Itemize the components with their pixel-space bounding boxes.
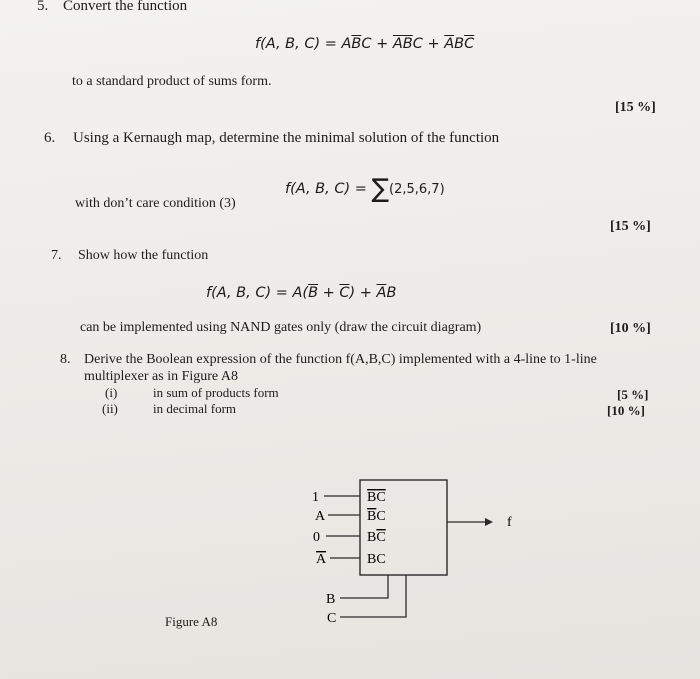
q8-sub1-mark: [5 %] (617, 387, 649, 402)
q7-equation: f(A, B, $C) = A(\overline{B} + \overline{C}) + \overline{A}B$ (206, 285, 397, 301)
q5-mark: [15 %] (615, 100, 656, 115)
figure-caption: Figure A8 (165, 614, 218, 629)
q6-dontcare: with don’t care condition (3) (75, 196, 236, 211)
q8-line1: Derive the Boolean expression of the function f(A,B,C) implemented with a 4-line to 1-line (84, 352, 597, 367)
mux-line-2: BC (367, 509, 386, 524)
input-label-4: A (316, 552, 327, 567)
input-label-3: 0 (313, 530, 320, 545)
q6-mark: [15 %] (610, 219, 651, 234)
q8-line2: multiplexer as in Figure A8 (84, 369, 238, 384)
mux-line-3: BC (367, 530, 386, 545)
q8-sub1-text: in sum of products form (153, 385, 279, 400)
select-line-c (340, 575, 406, 617)
q6-prompt: Using a Kernaugh map, determine the minimal solution of the function (73, 130, 500, 146)
output-arrow (485, 518, 493, 526)
input-label-1: 1 (312, 490, 319, 505)
q6-equation: f(A, B, C) = ∑(2,5,6,7) (285, 174, 445, 204)
q5-prompt: Convert the function (63, 0, 188, 14)
input-label-2: A (315, 509, 326, 524)
q6-number: 6. (44, 130, 56, 146)
select-label-c: C (327, 611, 337, 626)
q8-number: 8. (60, 352, 71, 367)
mux-line-1: BC (367, 490, 386, 505)
select-label-b: B (326, 592, 336, 607)
q8-sub2-number: (ii) (102, 401, 118, 416)
q7-prompt: Show how the function (78, 248, 209, 263)
select-line-b (340, 575, 388, 598)
q8-sub1-number: (i) (105, 385, 118, 400)
q5-equation: f(A, B, $C) = A\overline{B}C + \overline{A}\overline{B}C + \overline{A}B\overline{C}$ (255, 36, 475, 52)
mux-line-4: BC (367, 552, 386, 567)
q5-follow-text: to a standard product of sums form. (72, 74, 272, 89)
q5-number: 5. (37, 0, 49, 14)
q7-mark: [10 %] (610, 321, 651, 336)
q7-follow-text: can be implemented using NAND gates only (draw the circuit diagram) (80, 320, 482, 335)
q8-sub2-text: in decimal form (153, 401, 237, 416)
q8-sub2-mark: [10 %] (607, 403, 645, 418)
output-label: f (507, 515, 512, 530)
q7-number: 7. (51, 248, 62, 263)
multiplexer-diagram (300, 470, 530, 640)
